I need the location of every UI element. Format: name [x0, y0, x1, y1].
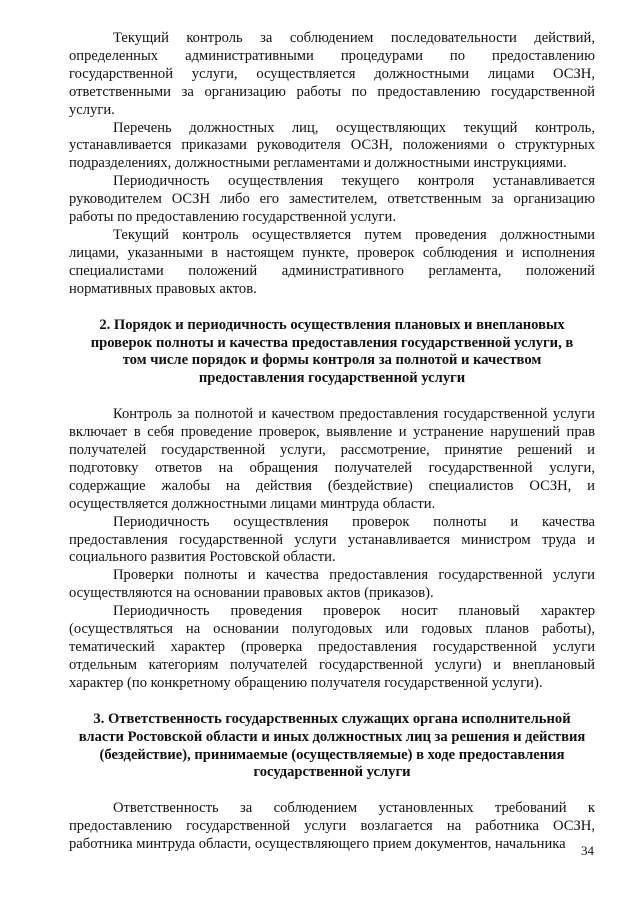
spacer: [69, 693, 595, 711]
paragraph-inspection-periodicity: Периодичность осуществления проверок полноты и качества предоставления государственной услуги устанавливается министром труда и социального развития Ростовской области.: [69, 513, 595, 566]
paragraph-control-method: Текущий контроль осуществляется путем проведения должностными лицами, указанными в настоящем пункте, проверок соблюдения и исполнения специалистами положений административного регламента, положений нормативных правовых актов.: [69, 226, 595, 297]
paragraph-inspection-types: Периодичность проведения проверок носит плановый характер (осуществляться на основании полугодовых или годовых планов работы), тематический характер (проверка предоставления государственной услуги отдельным категориям получателей государственной услуги) и внеплановый характер (по конкретному обращению получателя государственной услуги).: [69, 603, 595, 691]
document-page: [69, 30, 595, 854]
spacer: [69, 782, 595, 800]
paragraph-officials-list: Перечень должностных лиц, осуществляющих текущий контроль, устанавливается приказами руководителя ОСЗН, положениями о структурных подразделениях, должностными регламентами и должностными инструкциями.: [69, 119, 595, 172]
spacer: [69, 299, 595, 317]
paragraph-current-control: Текущий контроль за соблюдением последовательности действий, определенных административными процедурами по предоставлению государственной услуги, осуществляется должностными лицами ОСЗН, ответственными за организацию работы по предоставлению государственной услуги.: [69, 30, 595, 118]
paragraph-responsibility: Ответственность за соблюдением установленных требований к предоставлению государственной услуги возлагается на работника ОСЗН, работника минтруда области, осуществляющего прием документов, начальника: [69, 800, 595, 853]
paragraph-inspection-basis: Проверки полноты и качества предоставления государственной услуги осуществляются на основании правовых актов (приказов).: [69, 567, 595, 602]
paragraph-quality-control: Контроль за полнотой и качеством предоставления государственной услуги включает в себя проведение проверок, выявление и устранение нарушений прав получателей государственной услуги, рассмотрение, принятие решений и подготовку ответов на обращения получателей государственной услуги, содержащие жалобы на действия (бездействие) специалистов ОСЗН, и осуществляется должностными лицами минтруда области.: [69, 406, 595, 512]
spacer: [69, 388, 595, 406]
section-2-heading: 2. Порядок и периодичность осуществления плановых и внеплановых проверок полноты и качества предоставления государственной услуги, в том числе порядок и формы контроля за полнотой и качеством предоставления государственной услуги: [90, 316, 574, 387]
paragraph-control-periodicity: Периодичность осуществления текущего контроля устанавливается руководителем ОСЗН либо его заместителем, ответственным за организацию работы по предоставлению государственной услуги.: [69, 173, 595, 226]
section-3-heading: 3. Ответственность государственных служащих органа исполнительной власти Ростовской области и иных должностных лиц за решения и действия (бездействие), принимаемые (осуществляемые) в ходе предоставления государственной услуги: [78, 710, 586, 781]
page-number: 34: [581, 843, 594, 858]
